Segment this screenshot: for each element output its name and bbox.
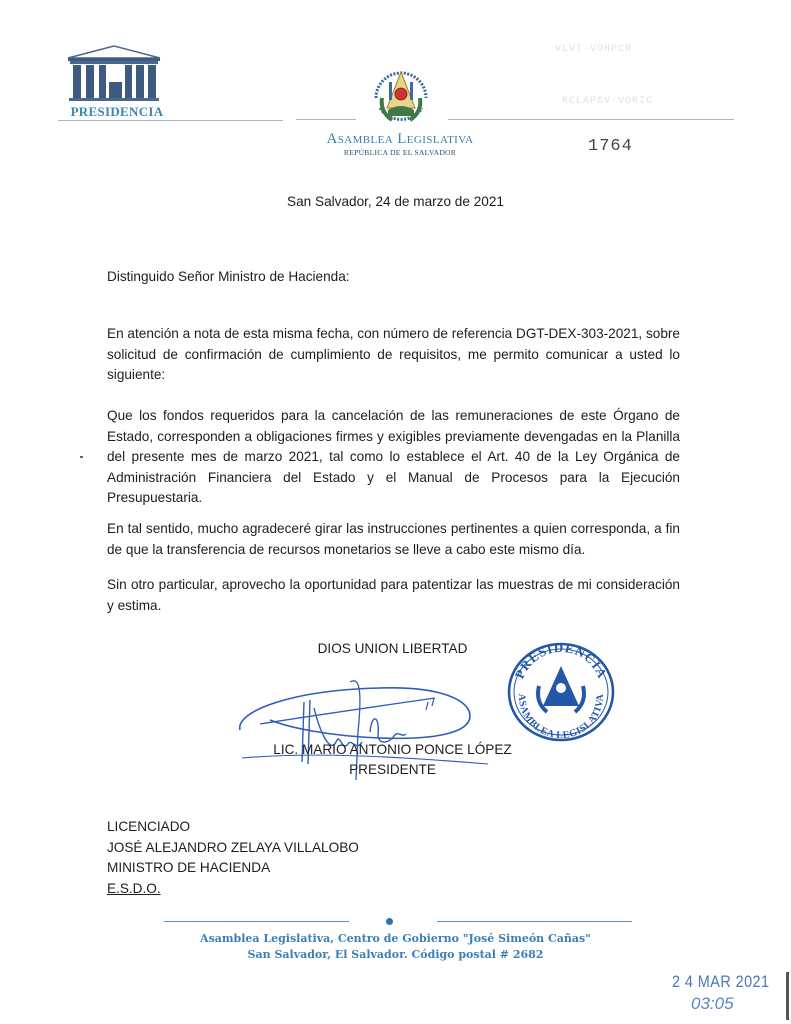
scan-edge-mark (786, 972, 789, 1020)
coat-of-arms-emblem-icon (362, 58, 440, 136)
footer-rule-right (437, 921, 632, 922)
document-number: 1764 (588, 137, 633, 156)
national-motto: DIOS UNION LIBERTAD (317, 641, 468, 656)
paragraph: Que los fondos requeridos para la cancelación de las remuneraciones de este Órgano de Estado, corresponden a obligaciones firmes y exigibles previamente devengadas en la Planilla del presente mes de marzo 2021, tal como lo establece el Art. 40 de la Ley Orgánica de Administración Financiera del Estado y el Manual de Procesos para la Ejecución Presupuestaria. (107, 408, 680, 505)
institution-subtitle: REPÚBLICA DE EL SALVADOR (343, 148, 457, 157)
header-rule-left (58, 120, 283, 121)
seal-bottom-text: ASAMBLEA LEGISLATIVA (515, 693, 607, 742)
signer-title: PRESIDENTE (349, 762, 436, 777)
paragraph: En tal sentido, mucho agradeceré girar las instrucciones pertinentes a quien corresponda, a fin de que la transferencia de recursos monetarios se lleve a cabo este mismo día. (107, 521, 680, 557)
recipient-esdo: E.S.D.O. (107, 880, 161, 896)
presidencia-seal-stamp (505, 640, 617, 744)
presidencia-label: PRESIDENCIA (70, 104, 164, 119)
scan-speck (80, 456, 83, 458)
footer-address-line-2: San Salvador, El Salvador. Código postal # 2682 (247, 948, 544, 961)
faint-stamp-mark: VLVT-VOHPCR (555, 44, 633, 55)
institution-title: Asamblea Legislativa (326, 131, 474, 147)
recipient-name: JOSÉ ALEJANDRO ZELAYA VILLALOBO (107, 839, 359, 855)
paragraph: En atención a nota de esta misma fecha, con número de referencia DGT-DEX-303-2021, sobre solicitud de confirmación de cumplimiento de requisitos, me permito comunicar a usted lo siguiente: (107, 326, 680, 382)
footer-address-line-1: Asamblea Legislativa, Centro de Gobierno "José Simeón Cañas" (200, 932, 591, 945)
paragraph: Sin otro particular, aprovecho la oportunidad para patentizar las muestras de mi consideración y estima. (107, 577, 680, 613)
received-date-stamp: 2 4 MAR 2021 (672, 972, 770, 991)
salutation: Distinguido Señor Ministro de Hacienda: (107, 269, 350, 284)
seal-top-text: PRESIDENCIA (511, 640, 611, 681)
recipient-honorific: LICENCIADO (107, 819, 191, 834)
header-rule-mid-right (448, 119, 734, 120)
footer-dot-ornament (386, 918, 393, 925)
recipient-block (107, 817, 359, 899)
signer-name: LIC. MARIO ANTONIO PONCE LÓPEZ (273, 742, 512, 757)
header-rule-mid-left (296, 119, 356, 120)
footer-rule-left (164, 921, 349, 922)
date-line: San Salvador, 24 de marzo de 2021 (287, 194, 504, 209)
recipient-position: MINISTRO DE HACIENDA (107, 860, 271, 875)
received-time-handwritten: 03:05 (691, 994, 734, 1013)
presidencia-building-logo (66, 44, 162, 104)
faint-stamp-mark: RCLAPSV-VORIC (562, 96, 654, 107)
